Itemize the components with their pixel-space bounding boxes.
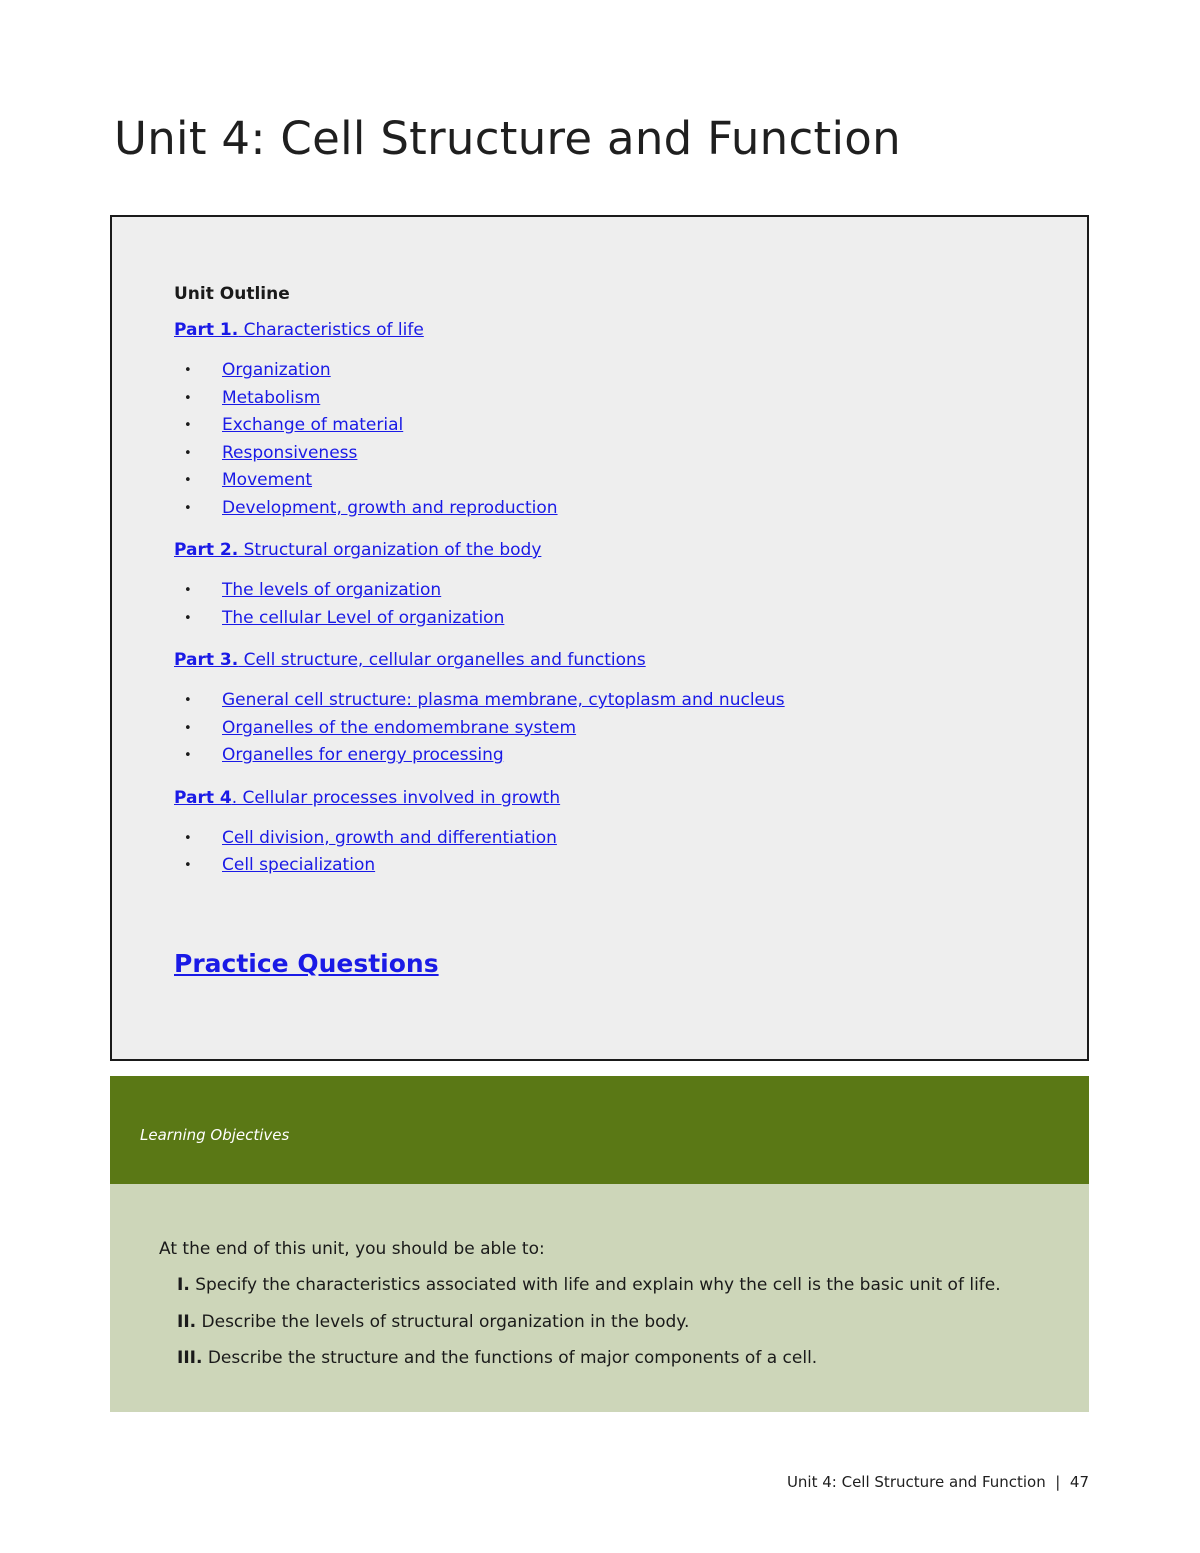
learning-objectives-list: [177, 1275, 1001, 1385]
objective-item: [177, 1348, 1001, 1385]
page-footer: [787, 1473, 1089, 1491]
practice-questions-link[interactable]: Practice Questions: [174, 949, 439, 978]
objective-number: II.: [177, 1311, 197, 1332]
outline-part-title-link[interactable]: Characteristics of life: [238, 320, 424, 340]
outline-topic-link[interactable]: Organelles of the endomembrane system: [222, 717, 577, 738]
footer-text: Unit 4: Cell Structure and Function: [786, 1473, 1046, 1491]
outline-part-title-link[interactable]: . Cellular processes involved in growth: [231, 787, 561, 808]
learning-objectives-body: [110, 1184, 1089, 1412]
outline-topic-link[interactable]: Responsiveness: [222, 442, 358, 463]
outline-topic-link[interactable]: Cell specialization: [222, 855, 376, 875]
outline-sublist: [174, 825, 1047, 880]
unit-outline-content: [174, 284, 1047, 898]
outline-part-number[interactable]: Part 1.: [174, 320, 239, 340]
outline-part-2: [174, 540, 1047, 560]
outline-topic-link[interactable]: Exchange of material: [222, 415, 404, 435]
outline-topic-link[interactable]: Movement: [222, 470, 313, 490]
bullet-icon: •: [184, 473, 192, 488]
outline-part-number[interactable]: Part 4: [174, 787, 232, 808]
bullet-icon: •: [184, 500, 192, 516]
list-item: [174, 577, 1047, 605]
footer-separator: |: [1055, 1473, 1061, 1491]
outline-part-4: [174, 788, 1047, 808]
bullet-icon: •: [184, 390, 192, 406]
outline-topic-link[interactable]: Organization: [222, 360, 331, 380]
list-item: [174, 385, 1047, 413]
bullet-icon: •: [184, 418, 192, 433]
outline-topic-link[interactable]: Cell division, growth and differentiation: [222, 827, 557, 848]
objective-number: I.: [177, 1275, 190, 1295]
list-item: [174, 825, 1047, 853]
bullet-icon: •: [184, 363, 192, 378]
bullet-icon: •: [184, 748, 192, 763]
learning-objectives-header: [110, 1076, 1089, 1184]
page-number: 47: [1069, 1473, 1089, 1491]
list-item: [174, 357, 1047, 385]
outline-sublist: [174, 577, 1047, 632]
outline-topic-link[interactable]: General cell structure: plasma membrane, cytoplasm and nucleus: [222, 690, 785, 710]
outline-topic-link[interactable]: Metabolism: [222, 387, 321, 408]
bullet-icon: •: [184, 693, 192, 708]
objective-item: [177, 1275, 1001, 1312]
objective-text: Specify the characteristics associated with life and explain why the cell is the basic unit of life.: [189, 1275, 1001, 1295]
unit-outline-parts: [174, 320, 1047, 880]
outline-sublist: [174, 687, 1047, 770]
outline-topic-link[interactable]: The levels of organization: [222, 580, 442, 600]
outline-part-1: [174, 320, 1047, 340]
list-item: [174, 715, 1047, 743]
list-item: [174, 440, 1047, 468]
outline-topic-link[interactable]: Organelles for energy processing: [222, 745, 504, 765]
bullet-icon: •: [184, 830, 192, 846]
page-title: Unit 4: Cell Structure and Function: [114, 112, 901, 165]
list-item: [174, 467, 1047, 495]
learning-objectives-title: Learning Objectives: [140, 1126, 290, 1144]
bullet-icon: •: [184, 610, 192, 626]
list-item: [174, 852, 1047, 880]
list-item: [174, 605, 1047, 633]
learning-objectives-intro: At the end of this unit, you should be able to:: [159, 1239, 545, 1259]
bullet-icon: •: [184, 445, 192, 461]
objective-text: Describe the structure and the functions of major components of a cell.: [202, 1348, 818, 1368]
outline-part-3: [174, 650, 1047, 670]
list-item: [174, 412, 1047, 440]
outline-topic-link[interactable]: Development, growth and reproduction: [222, 497, 558, 518]
list-item: [174, 495, 1047, 523]
bullet-icon: •: [184, 858, 192, 873]
unit-outline-box: [110, 215, 1089, 1061]
outline-sublist: [174, 357, 1047, 522]
unit-outline-heading: Unit Outline: [174, 284, 290, 304]
list-item: [174, 742, 1047, 770]
bullet-icon: •: [184, 720, 192, 736]
list-item: [174, 687, 1047, 715]
bullet-icon: •: [184, 583, 192, 598]
outline-part-number[interactable]: Part 3.: [174, 650, 239, 670]
outline-part-title-link[interactable]: Cell structure, cellular organelles and functions: [238, 650, 646, 670]
objective-item: [177, 1312, 1001, 1349]
objective-text: Describe the levels of structural organization in the body.: [196, 1311, 690, 1332]
outline-part-number[interactable]: Part 2.: [174, 540, 239, 560]
outline-topic-link[interactable]: The cellular Level of organization: [222, 607, 505, 628]
outline-part-title-link[interactable]: Structural organization of the body: [238, 540, 542, 560]
objective-number: III.: [177, 1348, 203, 1368]
